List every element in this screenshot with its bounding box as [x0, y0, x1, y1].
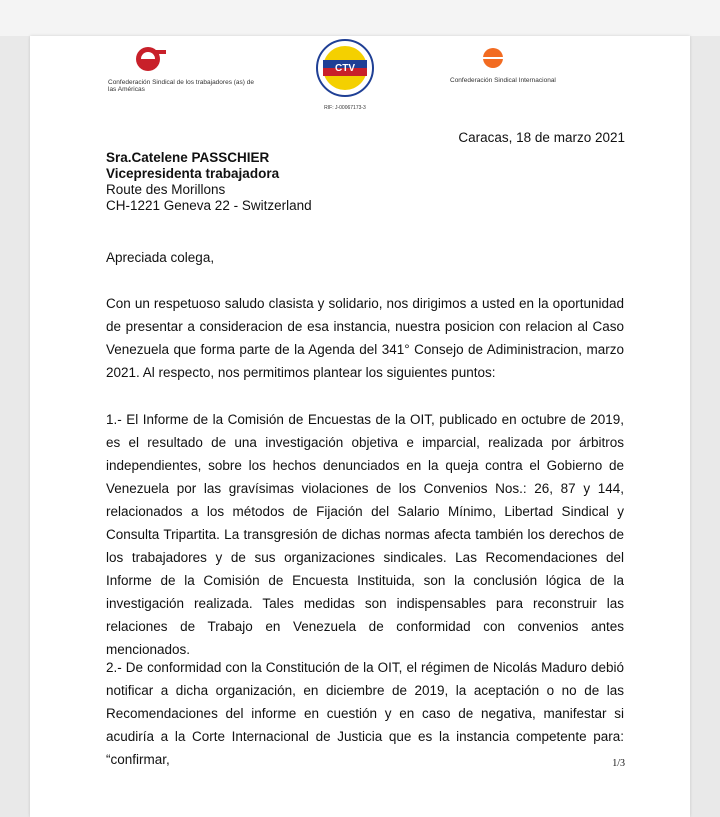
salutation: Apreciada colega, [106, 250, 215, 265]
address-line-1: Route des Morillons [106, 182, 226, 197]
intro-paragraph: Con un respetuoso saludo clasista y solidario, nos dirigimos a usted en la oportunidad de presentar a consideracion de esa instancia, nuestra posicion con relacion al Caso Venezuela que forma parte de la Agenda del 341° Consejo de Adiministracion, marzo 2021. Al respecto, nos permitimos plantear los siguientes puntos: [106, 296, 624, 380]
point-2-paragraph: 2.- De conformidad con la Constitución de la OIT, el régimen de Nicolás Maduro debió notificar a dicha organización, en diciembre de 2019, la aceptación o no de las Recomendaciones del informe en cuestión y en caso de negativa, manifestar si acudiría a la Corte Internacional de Justicia que es la instancia competente para: “confirmar, [106, 660, 624, 767]
recipient-name: Sra.Catelene PASSCHIER [106, 150, 270, 165]
viewer-top-bar [0, 0, 720, 36]
csa-globe-icon [108, 44, 168, 74]
point-1-paragraph: 1.- El Informe de la Comisión de Encuestas de la OIT, publicado en octubre de 2019, es el resultado de una investigación objetiva e imparcial, realizada por árbitros independientes, sobre los hechos denunciados en la queja contra el Gobierno de Venezuela por las gravísimas violaciones de los Convenios Nos.: 26, 87 y 144, relacionados a los métodos de Fijación del Salario Mínimo, Libertad Sindical y Consulta Tripartita. La transgresión de dichas normas afecta también los derechos de los trabajadores y de sus organizaciones sindicales. Las Recomendaciones del Informe de la Comisión de Encuesta Instituida, son la conclusión lógica de la investigación realizada. Tales medidas son indispensables para reconstruir las relaciones de Trabajo en Venezuela de conformidad con convenios antes mencionados. [106, 412, 624, 657]
recipient-block [106, 150, 312, 214]
ctv-rif: RIF: J-00067173-3 [324, 105, 366, 111]
letter-date: Caracas, 18 de marzo 2021 [458, 130, 625, 145]
document-page [30, 36, 690, 817]
recipient-title: Vicepresidenta trabajadora [106, 166, 280, 181]
svg-text:CTV: CTV [335, 63, 355, 74]
page-number: 1/3 [612, 758, 625, 769]
csi-sun-icon [450, 46, 510, 72]
ctv-logo [310, 38, 380, 112]
csi-caption: Confederación Sindical Internacional [450, 77, 556, 84]
address-line-2: CH-1221 Geneva 22 - Switzerland [106, 198, 312, 213]
csa-logo [108, 44, 258, 93]
ctv-seal-icon [310, 38, 380, 100]
csi-logo [450, 46, 600, 84]
csa-caption: Confederación Sindical de los trabajadores (as) de las Américas [108, 79, 254, 93]
